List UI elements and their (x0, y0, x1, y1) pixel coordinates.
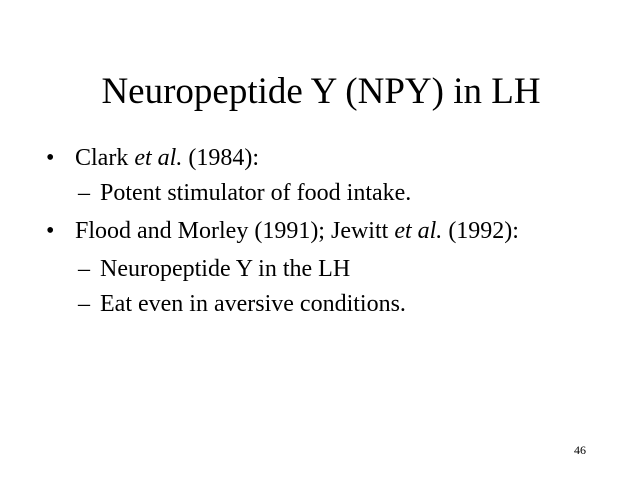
slide-title: Neuropeptide Y (NPY) in LH (101, 71, 541, 112)
bullet-text-year: (1984): (182, 145, 259, 171)
bullet-marker: • (46, 218, 55, 244)
bullet-text-etal: et al. (134, 145, 183, 171)
sub-item-aversive (78, 289, 406, 319)
bullet-marker: • (46, 145, 55, 171)
bullet-text-year: (1992): (442, 218, 519, 244)
sub-bullet-marker: – (78, 256, 90, 282)
bullet-text-etal: et al. (394, 218, 443, 244)
slide-page-number: 46 (574, 443, 586, 457)
bullet-text-authors: Flood and Morley (1991); Jewitt (75, 218, 395, 244)
bullet-item-clark (46, 143, 259, 173)
sub-bullet-marker: – (78, 180, 90, 206)
sub-item-text: Potent stimulator of food intake. (100, 180, 412, 206)
sub-item-text: Eat even in aversive conditions. (100, 291, 406, 317)
bullet-text-author: Clark (75, 145, 135, 171)
sub-item-text: Neuropeptide Y in the LH (100, 256, 351, 282)
sub-item-npy-in-lh (78, 254, 350, 284)
sub-bullet-marker: – (78, 291, 90, 317)
bullet-item-flood-jewitt (46, 216, 519, 246)
sub-item-potent-stimulator (78, 178, 411, 208)
